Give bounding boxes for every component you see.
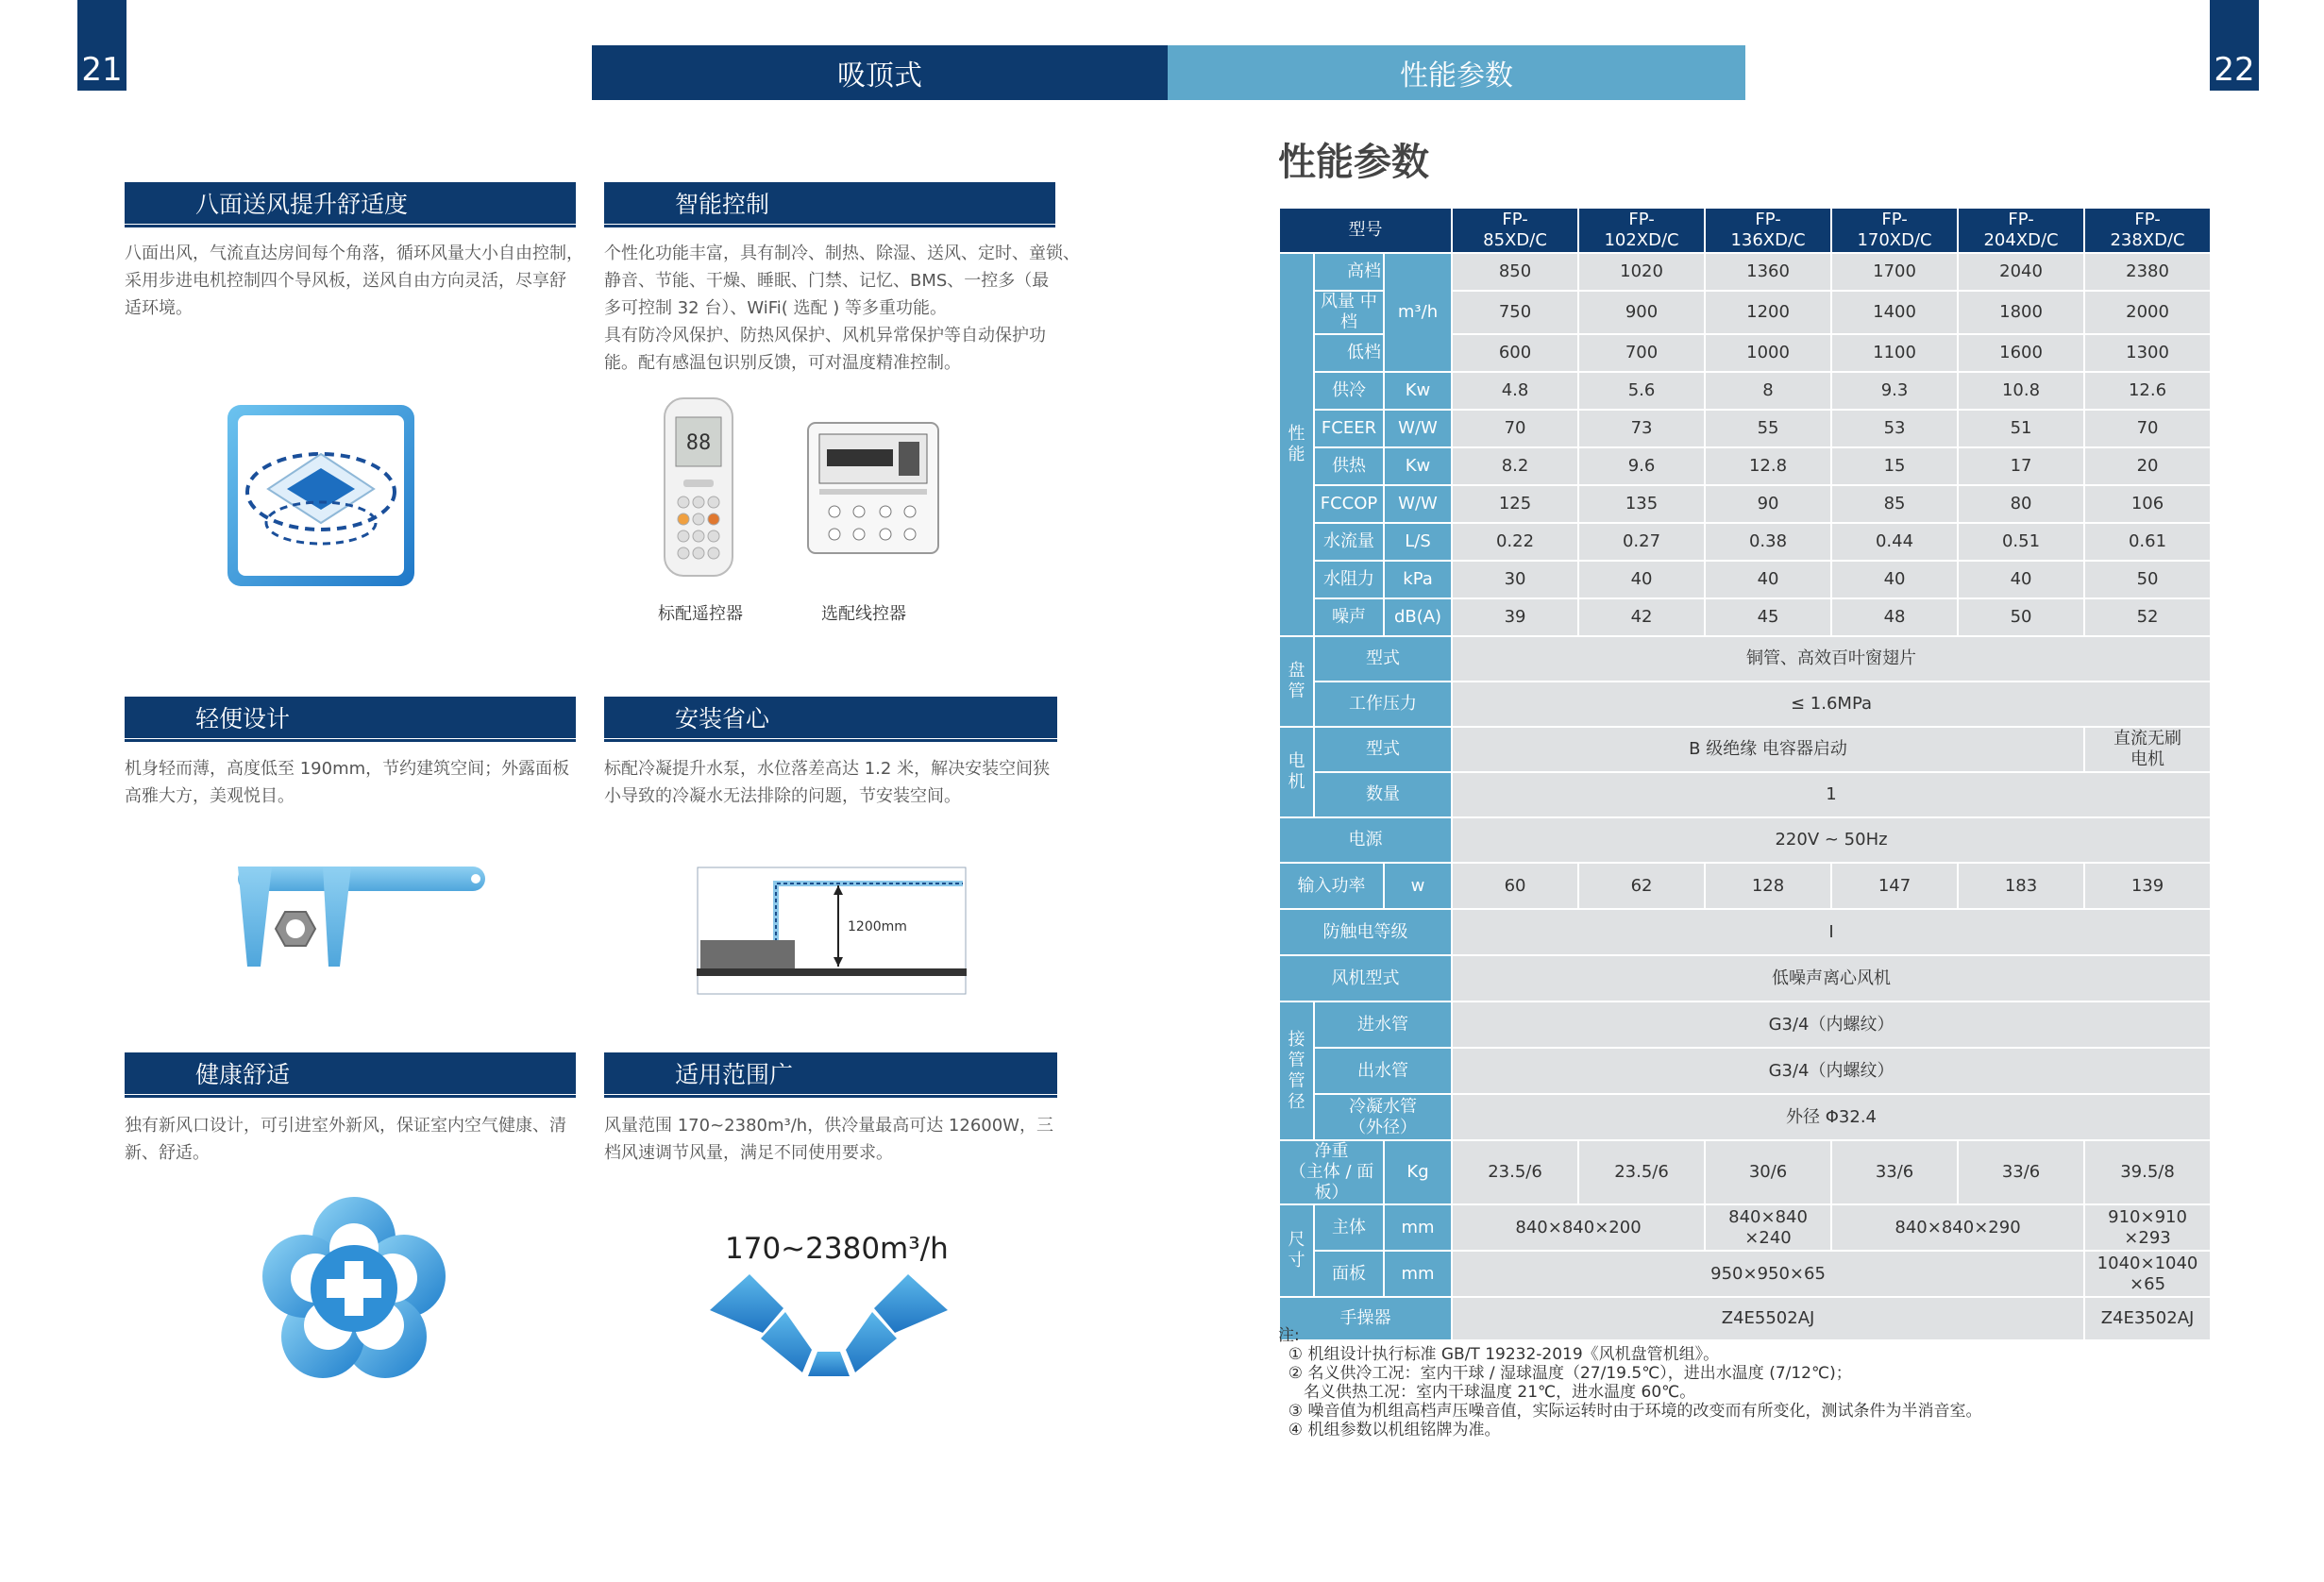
panel-size-label: 面板 (1314, 1251, 1384, 1297)
feature-title-2 (604, 182, 1055, 224)
spec-row-model (1279, 208, 2211, 253)
feature-body-5-line: 独有新风口设计，可引进室外新风，保证室内空气健康、清 (125, 1116, 566, 1136)
noise-label: 噪声 (1314, 598, 1384, 636)
airflow-fan-icon (706, 1274, 951, 1378)
spec-row-shock (1279, 909, 2211, 955)
feature-body-2-line: 静音、节能、干燥、睡眠、门禁、记忆、BMS、一控多（最 (604, 271, 1050, 291)
note-line: ③ 噪音值为机组高档声压噪音值，实际运转时由于环境的改变而有所变化，测试条件为半消音室。 (1278, 1402, 1982, 1421)
table-cell: 8 (1705, 372, 1831, 410)
inlet-label: 进水管 (1314, 1001, 1452, 1048)
panel-size-unit: mm (1384, 1251, 1452, 1297)
airflow-unit: m³/h (1384, 253, 1452, 372)
table-cell: 0.51 (1958, 523, 2084, 561)
remote-caption: 标配遥控器 (658, 604, 743, 624)
table-cell: 600 (1452, 334, 1578, 372)
table-cell: 125 (1452, 485, 1578, 523)
table-cell: 0.44 (1831, 523, 1958, 561)
motor-count-value: 1 (1452, 772, 2211, 817)
group-motor: 电机 (1279, 727, 1314, 817)
table-cell: 840×840 ×240 (1705, 1204, 1831, 1251)
drain-pump-diagram (697, 867, 967, 995)
resistance-label: 水阻力 (1314, 561, 1384, 598)
fccop-unit: W/W (1384, 485, 1452, 523)
heating-unit: Kw (1384, 447, 1452, 485)
table-cell: 12.8 (1705, 447, 1831, 485)
spec-row-inlet (1279, 1001, 2211, 1048)
input-power-unit: w (1384, 863, 1452, 909)
table-cell: 700 (1578, 334, 1705, 372)
table-cell: 62 (1578, 863, 1705, 909)
table-cell: 51 (1958, 410, 2084, 447)
note-line: ② 名义供冷工况：室内干球 / 湿球温度（27/19.5℃），进出水温度 (7/12℃)； (1278, 1364, 1852, 1383)
page-number-left (77, 0, 126, 91)
table-cell: 4.8 (1452, 372, 1578, 410)
table-cell: 40 (1958, 561, 2084, 598)
table-cell: 70 (2084, 410, 2211, 447)
shock-label: 防触电等级 (1279, 909, 1452, 955)
airflow-high-label: 高档 (1314, 253, 1384, 291)
thin-caliper-icon (234, 861, 489, 972)
table-cell: 147 (1831, 863, 1958, 909)
table-cell: 85 (1831, 485, 1958, 523)
spec-row-weight (1279, 1140, 2211, 1204)
airflow-mid-label: 中档 (1340, 292, 1377, 332)
motor-count-label: 数量 (1314, 772, 1452, 817)
heating-label: 供热 (1314, 447, 1384, 485)
spec-row-input-power (1279, 863, 2211, 909)
table-cell: 1600 (1958, 334, 2084, 372)
table-cell: 60 (1452, 863, 1578, 909)
table-cell: 10.8 (1958, 372, 2084, 410)
table-cell: 23.5/6 (1578, 1140, 1705, 1204)
spec-row-body-size (1279, 1204, 2211, 1251)
table-cell: 53 (1831, 410, 1958, 447)
table-cell: 950×950×65 (1452, 1251, 2084, 1297)
table-cell: 106 (2084, 485, 2211, 523)
table-cell: 20 (2084, 447, 2211, 485)
feature-body-2-line: 个性化功能丰富，具有制冷、制热、除湿、送风、定时、童锁、 (604, 244, 1080, 263)
coil-pressure-value: ≤ 1.6MPa (1452, 682, 2211, 727)
feature-body-5-line: 新、舒适。 (125, 1143, 210, 1163)
feature-body-2 (604, 240, 1080, 377)
spec-row-resistance (1279, 561, 2211, 598)
fceer-unit: W/W (1384, 410, 1452, 447)
body-size-unit: mm (1384, 1204, 1452, 1251)
remote-controller-icon (661, 396, 736, 578)
spec-row-motor-count (1279, 772, 2211, 817)
feature-body-4-line: 标配冷凝提升水泵，水位落差高达 1.2 米，解决安装空间狭 (604, 759, 1051, 779)
spec-row-motor-type (1279, 727, 2211, 772)
shock-value: I (1452, 909, 2211, 955)
note-line: ① 机组设计执行标准 GB/T 19232-2019《风机盘管机组》。 (1278, 1345, 1720, 1364)
table-cell: Z4E5502AJ (1452, 1297, 2084, 1340)
motor-type-label: 型式 (1314, 727, 1452, 772)
feature-body-1-line: 八面出风，气流直达房间每个角落，循环风量大小自由控制， (125, 244, 583, 263)
table-cell: 1800 (1958, 291, 2084, 334)
feature-title-1-text: 八面送风提升舒适度 (195, 191, 409, 218)
spec-row-panel-size (1279, 1251, 2211, 1297)
table-cell: 39.5/8 (2084, 1140, 2211, 1204)
spec-row-fan-type (1279, 955, 2211, 1001)
table-cell: 17 (1958, 447, 2084, 485)
group-size: 尺寸 (1279, 1204, 1314, 1297)
drain-value: 外径 Φ32.4 (1452, 1094, 2211, 1140)
feature-body-1-line: 采用步进电机控制四个导风板，送风自由方向灵活，尽享舒 (125, 271, 566, 291)
model-name: FP- 204XD/C (1958, 208, 2084, 253)
page-number-right-text: 22 (2214, 51, 2255, 89)
spec-row-coil-type (1279, 636, 2211, 682)
model-name: FP- 170XD/C (1831, 208, 1958, 253)
model-name: FP- 238XD/C (2084, 208, 2211, 253)
table-cell: 1100 (1831, 334, 1958, 372)
outlet-label: 出水管 (1314, 1048, 1452, 1094)
table-cell: 183 (1958, 863, 2084, 909)
table-cell: 8.2 (1452, 447, 1578, 485)
wired-caption: 选配线控器 (821, 604, 906, 624)
fan-type-value: 低噪声离心风机 (1452, 955, 2211, 1001)
table-cell: 50 (1958, 598, 2084, 636)
feature-body-2-line: 能。配有感温包识别反馈，可对温度精准控制。 (604, 353, 961, 373)
remote-display-text: 88 (685, 431, 712, 455)
table-cell: 15 (1831, 447, 1958, 485)
table-cell: 23.5/6 (1452, 1140, 1578, 1204)
resistance-unit: kPa (1384, 561, 1452, 598)
feature-body-2-line: 多可控制 32 台）、WiFi( 选配 ) 等多重功能。 (604, 298, 948, 318)
table-cell: 0.38 (1705, 523, 1831, 561)
header-tab-left-label: 吸顶式 (837, 59, 922, 93)
weight-unit: Kg (1384, 1140, 1452, 1204)
fceer-label: FCEER (1314, 410, 1384, 447)
table-cell: 33/6 (1958, 1140, 2084, 1204)
table-cell: 1020 (1578, 253, 1705, 291)
feature-title-3 (125, 697, 576, 738)
feature-body-4-line: 小导致的冷凝水无法排除的问题，节安装空间。 (604, 786, 961, 806)
drain-label: 冷凝水管 （外径） (1314, 1094, 1452, 1140)
feature-title-1 (125, 182, 576, 224)
input-power-label: 输入功率 (1279, 863, 1384, 909)
coil-type-label: 型式 (1314, 636, 1452, 682)
table-cell: 52 (2084, 598, 2211, 636)
table-cell: 1200 (1705, 291, 1831, 334)
spec-row-coil-pressure (1279, 682, 2211, 727)
feature-title-4-text: 安装省心 (675, 705, 770, 732)
spec-table (1278, 207, 2212, 1341)
table-cell: 139 (2084, 863, 2211, 909)
coil-pressure-label: 工作压力 (1314, 682, 1452, 727)
group-performance: 性能 (1279, 253, 1314, 636)
model-label: 型号 (1279, 208, 1452, 253)
table-cell: 9.6 (1578, 447, 1705, 485)
feature-title-6-text: 适用范围广 (675, 1061, 794, 1088)
table-cell: 2380 (2084, 253, 2211, 291)
spec-row-waterflow (1279, 523, 2211, 561)
inlet-value: G3/4（内螺纹） (1452, 1001, 2211, 1048)
airflow-label: 风量 (1321, 292, 1356, 311)
fccop-label: FCCOP (1314, 485, 1384, 523)
drop-height-label: 1200mm (848, 919, 907, 934)
table-cell: 0.61 (2084, 523, 2211, 561)
airflow-mid-cell (1314, 291, 1384, 334)
page-number-right (2210, 0, 2259, 91)
spec-row-airflow-high (1279, 253, 2211, 291)
power-supply-label: 电源 (1279, 817, 1452, 863)
header-tab-left (592, 45, 1168, 100)
coil-type-value: 铜管、高效百叶窗翅片 (1452, 636, 2211, 682)
body-size-label: 主体 (1314, 1204, 1384, 1251)
spec-row-outlet (1279, 1048, 2211, 1094)
cooling-label: 供冷 (1314, 372, 1384, 410)
table-cell: 48 (1831, 598, 1958, 636)
spec-row-power-supply (1279, 817, 2211, 863)
feature-title-6 (604, 1052, 1057, 1094)
table-cell: 9.3 (1831, 372, 1958, 410)
table-cell: Z4E3502AJ (2084, 1297, 2211, 1340)
table-cell: 1000 (1705, 334, 1831, 372)
table-cell: 30 (1452, 561, 1578, 598)
feature-title-5-text: 健康舒适 (195, 1061, 291, 1088)
feature-body-2-line: 具有防冷风保护、防热风保护、风机异常保护等自动保护功 (604, 326, 1046, 345)
table-cell: 2040 (1958, 253, 2084, 291)
feature-body-6-line: 风量范围 170~2380m³/h，供冷量最高可达 12600W，三 (604, 1116, 1053, 1136)
table-cell: 90 (1705, 485, 1831, 523)
spec-page-title: 性能参数 (1278, 141, 1429, 184)
waterflow-unit: L/S (1384, 523, 1452, 561)
table-cell: 12.6 (2084, 372, 2211, 410)
motor-type-value: B 级绝缘 电容器启动 (1452, 727, 2084, 772)
table-cell: 900 (1578, 291, 1705, 334)
table-cell: 30/6 (1705, 1140, 1831, 1204)
model-name: FP- 136XD/C (1705, 208, 1831, 253)
spec-row-heating (1279, 447, 2211, 485)
table-cell: 1700 (1831, 253, 1958, 291)
feature-body-5 (125, 1112, 566, 1167)
feature-title-4 (604, 697, 1057, 738)
power-supply-value: 220V ~ 50Hz (1452, 817, 2211, 863)
table-cell: 5.6 (1578, 372, 1705, 410)
table-cell: 2000 (2084, 291, 2211, 334)
notes-title: 注: (1278, 1326, 1300, 1345)
feature-body-1-line: 适环境。 (125, 298, 193, 318)
table-cell: 0.27 (1578, 523, 1705, 561)
table-cell: 80 (1958, 485, 2084, 523)
model-name: FP- 85XD/C (1452, 208, 1578, 253)
airflow-range-label: 170~2380m³/h (725, 1232, 949, 1266)
feature-body-6 (604, 1112, 1053, 1167)
table-cell: 840×840×200 (1452, 1204, 1705, 1251)
model-name: FP- 102XD/C (1578, 208, 1705, 253)
feature-body-3-line: 高雅大方，美观悦目。 (125, 786, 295, 806)
table-cell: 55 (1705, 410, 1831, 447)
table-cell: 45 (1705, 598, 1831, 636)
spec-row-fceer (1279, 410, 2211, 447)
note-line: 名义供热工况：室内干球温度 21℃，进水温度 60℃。 (1278, 1383, 1696, 1402)
header-tab-right (1168, 45, 1745, 100)
table-cell: 40 (1578, 561, 1705, 598)
page-number-left-text: 21 (81, 51, 123, 89)
feature-body-4 (604, 755, 1050, 810)
wired-controller-icon (806, 421, 940, 555)
group-coil: 盘管 (1279, 636, 1314, 727)
table-cell: 1360 (1705, 253, 1831, 291)
feature-title-5 (125, 1052, 576, 1094)
table-cell: 1300 (2084, 334, 2211, 372)
table-cell: 73 (1578, 410, 1705, 447)
table-cell: 850 (1452, 253, 1578, 291)
weight-label: 净重 （主体 / 面板） (1279, 1140, 1384, 1204)
fan-type-label: 风机型式 (1279, 955, 1452, 1001)
table-cell: 33/6 (1831, 1140, 1958, 1204)
spec-row-noise (1279, 598, 2211, 636)
group-pipe: 接管 管径 (1279, 1001, 1314, 1140)
feature-body-6-line: 档风速调节风量，满足不同使用要求。 (604, 1143, 893, 1163)
airflow-low-label: 低档 (1314, 334, 1384, 372)
outlet-value: G3/4（内螺纹） (1452, 1048, 2211, 1094)
spec-row-fccop (1279, 485, 2211, 523)
table-cell: 42 (1578, 598, 1705, 636)
table-cell: 40 (1831, 561, 1958, 598)
motor-type-value-dc: 直流无刷 电机 (2084, 727, 2211, 772)
header-tab-right-label: 性能参数 (1400, 59, 1513, 93)
feature-title-2-text: 智能控制 (675, 191, 770, 218)
note-line: ④ 机组参数以机组铭牌为准。 (1278, 1421, 1501, 1439)
table-cell: 0.22 (1452, 523, 1578, 561)
feature-body-1 (125, 240, 583, 322)
table-cell: 750 (1452, 291, 1578, 334)
fresh-air-health-icon (255, 1189, 453, 1388)
feature-title-3-text: 轻便设计 (195, 705, 291, 732)
cassette-airflow-icon (225, 402, 417, 589)
table-cell: 1400 (1831, 291, 1958, 334)
table-cell: 70 (1452, 410, 1578, 447)
table-cell: 50 (2084, 561, 2211, 598)
notes (1278, 1326, 1981, 1439)
table-cell: 910×910 ×293 (2084, 1204, 2211, 1251)
spec-row-cooling (1279, 372, 2211, 410)
table-cell: 1040×1040 ×65 (2084, 1251, 2211, 1297)
table-cell: 135 (1578, 485, 1705, 523)
table-cell: 40 (1705, 561, 1831, 598)
waterflow-label: 水流量 (1314, 523, 1384, 561)
controller-label: 手操器 (1279, 1297, 1452, 1340)
table-cell: 840×840×290 (1831, 1204, 2084, 1251)
cooling-unit: Kw (1384, 372, 1452, 410)
table-cell: 39 (1452, 598, 1578, 636)
spec-row-drain (1279, 1094, 2211, 1140)
table-cell: 128 (1705, 863, 1831, 909)
feature-body-3 (125, 755, 569, 810)
feature-body-3-line: 机身轻而薄，高度低至 190mm，节约建筑空间；外露面板 (125, 759, 570, 779)
noise-unit: dB(A) (1384, 598, 1452, 636)
